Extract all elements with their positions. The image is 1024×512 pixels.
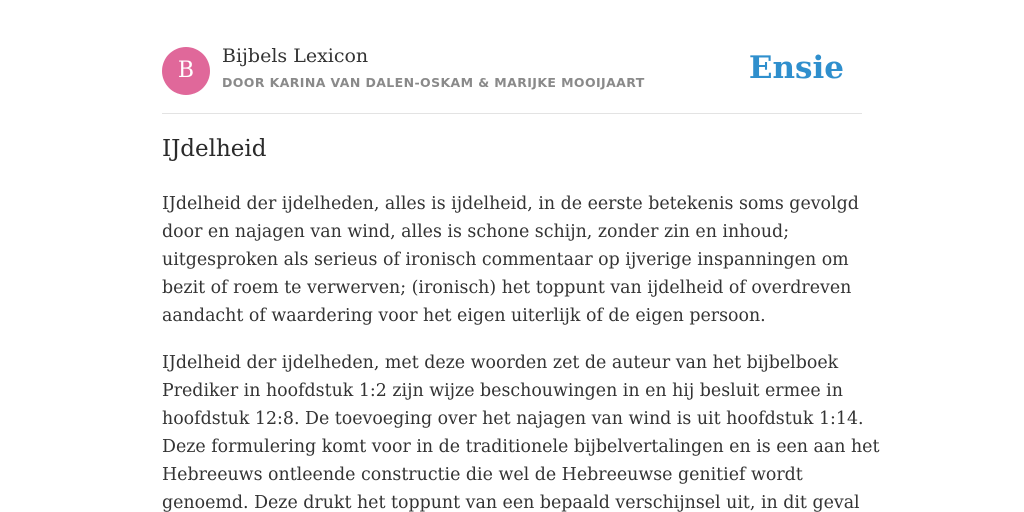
content-container: [162, 0, 880, 512]
book-authors: DOOR KARINA VAN DALEN-OSKAM & MARIJKE MOOIJAART: [222, 75, 645, 90]
entry-body: [162, 190, 880, 512]
text-line: door en najagen van wind, alles is schone schijn, zonder zin en inhoud;: [162, 222, 790, 242]
paragraph-1: [162, 190, 862, 330]
header: [162, 0, 862, 114]
ensie-logo[interactable]: Ensie: [748, 50, 844, 86]
paragraph-2: [162, 349, 880, 512]
text-line: Hebreeuws ontleende constructie die wel de Hebreeuwse genitief wordt: [162, 465, 803, 485]
text-line: Prediker in hoofdstuk 1:2 zijn wijze beschouwingen in en hij besluit ermee in: [162, 381, 843, 401]
text-line: IJdelheid der ijdelheden, alles is ijdelheid, in de eerste betekenis soms gevolgd: [162, 194, 859, 214]
text-line: Deze formulering komt voor in de traditionele bijbelvertalingen en is een aan het: [162, 437, 880, 457]
text-line: aandacht of waardering voor het eigen uiterlijk of de eigen persoon.: [162, 306, 766, 326]
text-line: uitgesproken als serieus of ironisch commentaar op ijverige inspanningen om: [162, 250, 849, 270]
book-title-link[interactable]: Bijbels Lexicon: [222, 45, 369, 67]
text-line: genoemd. Deze drukt het toppunt van een bepaald verschijnsel uit, in dit geval: [162, 493, 860, 512]
entry-title: IJdelheid: [162, 136, 267, 162]
text-line: IJdelheid der ijdelheden, met deze woorden zet de auteur van het bijbelboek: [162, 353, 839, 373]
text-line: bezit of roem te verwerven; (ironisch) het toppunt van ijdelheid of overdreven: [162, 278, 852, 298]
text-line: hoofdstuk 12:8. De toevoeging over het najagen van wind is uit hoofdstuk 1:14.: [162, 409, 864, 429]
book-avatar[interactable]: B: [162, 47, 210, 95]
